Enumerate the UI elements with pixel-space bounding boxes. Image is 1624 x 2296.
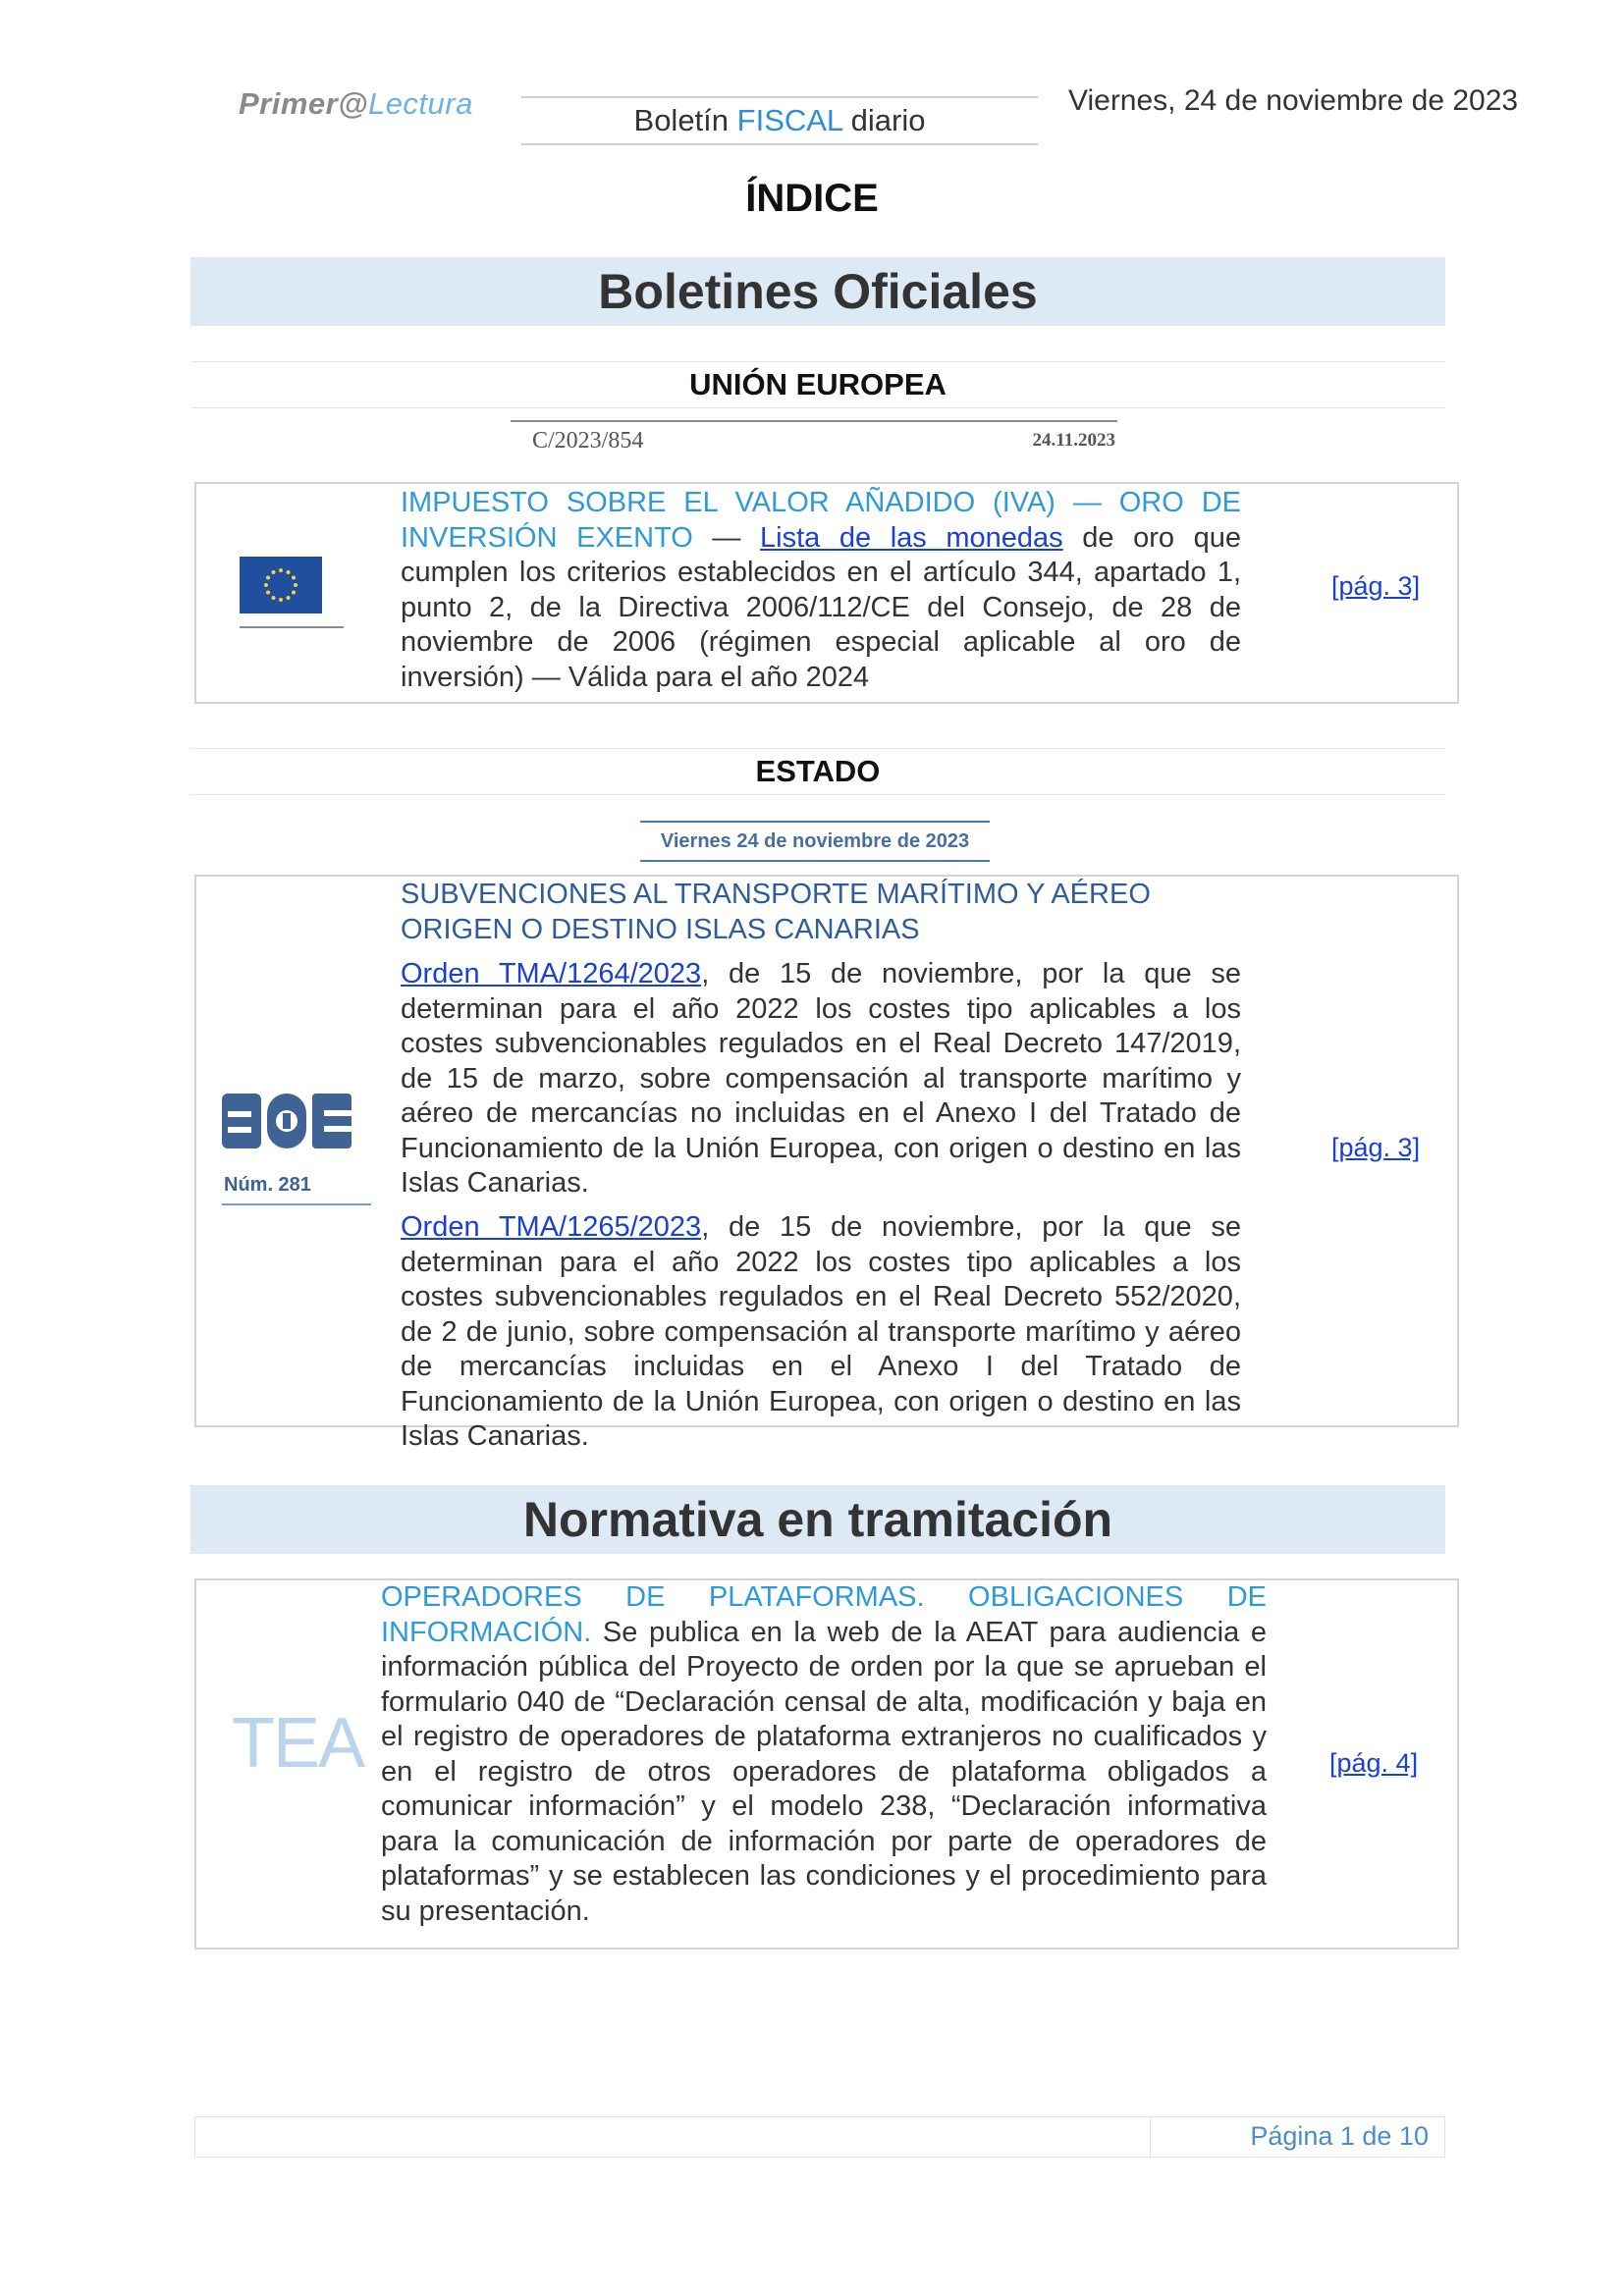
normativa-page-link[interactable]: [pág. 4]: [1329, 1748, 1419, 1778]
subheading-union-europea: UNIÓN EUROPEA: [190, 361, 1445, 408]
bulletin-fiscal: FISCAL: [736, 103, 843, 137]
eu-page-link[interactable]: [pág. 3]: [1331, 571, 1421, 601]
boe-date-banner: Viernes 24 de noviembre de 2023: [640, 821, 990, 862]
estado-page-link[interactable]: [pág. 3]: [1331, 1133, 1421, 1162]
estado-item-2-text: , de 15 de noviembre, por la que se determinan para el año 2022 los costes tipo aplicables a los costes subvencionables regulados en el Real Decreto 552/2020, de 2 de junio, sobre compensación al transporte marítimo y aéreo de mercancías incluidas en el Anexo I del Tratado de Funcionamiento de la Unión Europea, con origen o destino en las Islas Canarias.: [401, 1211, 1241, 1452]
estado-item-2: [401, 1210, 1241, 1455]
bulletin-prefix: Boletín: [633, 103, 737, 137]
tea-logo-icon: TEA: [232, 1704, 364, 1783]
publication-logo: [239, 86, 473, 122]
estado-item-1-link[interactable]: Orden TMA/1264/2023: [401, 958, 702, 989]
logo-part-primer: Primer@: [239, 86, 368, 121]
eu-reference-line: [511, 420, 1117, 454]
estado-entry-topic: [401, 878, 1265, 947]
section-title-normativa: Normativa en tramitación: [190, 1485, 1445, 1554]
section-title-boletines: Boletines Oficiales: [190, 257, 1445, 326]
header-date: Viernes, 24 de noviembre de 2023: [1068, 84, 1519, 117]
eu-entry-dash: —: [692, 521, 761, 554]
eu-entry-rest: de oro que cumplen los criterios establecidos en el artículo 344, apartado 1, punto 2, de la Directiva 2006/112/CE del Consejo, de 28 de noviembre de 2006 (régimen especial aplicable al oro de inversión) — Válida para el año 2024: [401, 521, 1242, 693]
eu-entry-link[interactable]: Lista de las monedas: [760, 521, 1063, 554]
boe-number: Núm. 281: [224, 1174, 311, 1196]
estado-item-1: [401, 957, 1241, 1201]
logo-part-lectura: Lectura: [367, 86, 473, 121]
boe-logo-icon: [222, 1094, 352, 1148]
eu-flag-icon: [240, 557, 322, 614]
normativa-topic: OPERADORES DE PLATAFORMAS. OBLIGACIONES DE INFORMACIÓN.: [381, 1581, 1267, 1648]
footer-divider: [1150, 2117, 1151, 2157]
page-footer: [194, 2116, 1445, 2158]
index-title: ÍNDICE: [745, 177, 879, 220]
eu-ref-date: 24.11.2023: [1032, 430, 1115, 451]
bulletin-title: [521, 96, 1038, 145]
estado-item-2-link[interactable]: Orden TMA/1265/2023: [401, 1211, 702, 1243]
page-number: Página 1 de 10: [1250, 2121, 1429, 2151]
normativa-entry-text: [381, 1580, 1267, 1929]
eu-ref-code: C/2023/854: [532, 428, 644, 454]
estado-item-1-text: , de 15 de noviembre, por la que se determinan para el año 2022 los costes tipo aplicables a los costes subvencionables regulados en el Real Decreto 147/2019, de 15 de marzo, sobre compensación al transporte marítimo y aéreo de mercancías no incluidas en el Anexo I del Tratado de Funcionamiento de la Unión Europea, con origen o destino en las Islas Canarias.: [401, 958, 1241, 1199]
estado-topic: SUBVENCIONES AL TRANSPORTE MARÍTIMO Y AÉREO ORIGEN O DESTINO ISLAS CANARIAS: [401, 879, 1151, 945]
eu-entry-topic: IMPUESTO SOBRE EL VALOR AÑADIDO (IVA) — ORO DE INVERSIÓN EXENTO: [401, 487, 1241, 554]
boe-logo-underline: [222, 1203, 371, 1205]
subheading-estado: ESTADO: [190, 748, 1445, 795]
eu-entry-text: [401, 486, 1241, 695]
bulletin-suffix: diario: [842, 103, 926, 137]
normativa-rest: Se publica en la web de la AEAT para audiencia e información pública del Proyecto de orden por la que se aprueban el formulario 040 de “Declaración censal de alta, modificación y baja en el registro de operadores de plataforma extranjeros no cualificados y en el registro de otros operadores de plataforma obligados a comunicar información” y el modelo 238, “Declaración informativa para la comunicación de información por parte de operadores de plataformas” y se establecen las condiciones y el procedimiento para su presentación.: [381, 1616, 1267, 1927]
eu-flag-underline: [240, 626, 344, 628]
